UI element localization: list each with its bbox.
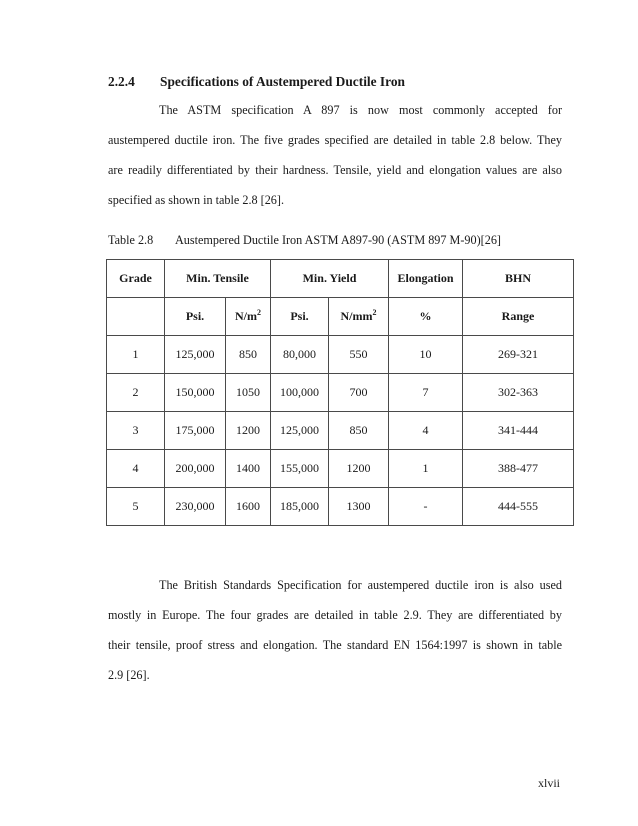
cell-elongation: 7 [389, 374, 463, 412]
cell-grade: 1 [107, 336, 165, 374]
header-min-tensile: Min. Tensile [165, 260, 271, 298]
cell-grade: 2 [107, 374, 165, 412]
cell-yield-nmm: 550 [329, 336, 389, 374]
paragraph-line: The British Standards Specification for austempered ductile iron is also used [159, 578, 562, 592]
table-header-row [107, 260, 574, 298]
cell-bhn: 341-444 [463, 412, 574, 450]
units-yield-nmm [329, 298, 389, 336]
cell-tensile-psi: 175,000 [165, 412, 226, 450]
cell-tensile-psi: 200,000 [165, 450, 226, 488]
cell-yield-nmm: 1300 [329, 488, 389, 526]
cell-tensile-psi: 230,000 [165, 488, 226, 526]
table-caption-number: Table 2.8 [108, 233, 154, 247]
section-number: 2.2.4 [108, 74, 135, 89]
units-yield-nmm-base: N/mm [340, 309, 373, 323]
cell-grade: 4 [107, 450, 165, 488]
paragraph-astm [108, 103, 562, 223]
cell-tensile-nm: 1400 [226, 450, 271, 488]
cell-yield-psi: 185,000 [271, 488, 329, 526]
cell-yield-nmm: 700 [329, 374, 389, 412]
cell-grade: 3 [107, 412, 165, 450]
cell-elongation: 4 [389, 412, 463, 450]
table-caption [108, 233, 501, 248]
cell-bhn: 388-477 [463, 450, 574, 488]
cell-elongation: 10 [389, 336, 463, 374]
header-min-yield: Min. Yield [271, 260, 389, 298]
specification-table [106, 259, 574, 526]
table-row [107, 374, 574, 412]
cell-tensile-nm: 1050 [226, 374, 271, 412]
units-yield-psi: Psi. [271, 298, 329, 336]
paragraph-line: The ASTM specification A 897 is now most commonly accepted for [159, 103, 562, 117]
table-row [107, 488, 574, 526]
units-tensile-nm [226, 298, 271, 336]
cell-yield-nmm: 1200 [329, 450, 389, 488]
cell-bhn: 269-321 [463, 336, 574, 374]
header-elongation: Elongation [389, 260, 463, 298]
units-tensile-psi: Psi. [165, 298, 226, 336]
paragraph-line: specified as shown in table 2.8 [26]. [108, 193, 284, 207]
cell-tensile-psi: 150,000 [165, 374, 226, 412]
cell-tensile-psi: 125,000 [165, 336, 226, 374]
units-tensile-nm-exp: 2 [257, 308, 261, 317]
paragraph-line: austempered ductile iron. The five grades specified are detailed in table 2.8 below. They [108, 133, 562, 147]
section-heading [108, 74, 405, 90]
paragraph-line: 2.9 [26]. [108, 668, 150, 682]
cell-yield-psi: 80,000 [271, 336, 329, 374]
units-tensile-nm-base: N/m [235, 309, 257, 323]
paragraph-line: their tensile, proof stress and elongation. The standard EN 1564:1997 is shown in table [108, 638, 562, 652]
cell-yield-psi: 100,000 [271, 374, 329, 412]
units-yield-nmm-exp: 2 [372, 308, 377, 317]
paragraph-british [108, 578, 562, 698]
cell-elongation: - [389, 488, 463, 526]
page-number: xlvii [538, 776, 561, 790]
cell-bhn: 302-363 [463, 374, 574, 412]
table-row [107, 450, 574, 488]
table-caption-title: Austempered Ductile Iron ASTM A897-90 (ASTM 897 M-90)[26] [175, 233, 501, 247]
cell-yield-psi: 155,000 [271, 450, 329, 488]
table-row [107, 336, 574, 374]
cell-tensile-nm: 1600 [226, 488, 271, 526]
cell-grade: 5 [107, 488, 165, 526]
cell-yield-nmm: 850 [329, 412, 389, 450]
paragraph-line: are readily differentiated by their hardness. Tensile, yield and elongation values are also [108, 163, 562, 177]
cell-yield-psi: 125,000 [271, 412, 329, 450]
units-elongation: % [389, 298, 463, 336]
header-bhn: BHN [463, 260, 574, 298]
table-row [107, 412, 574, 450]
cell-tensile-nm: 1200 [226, 412, 271, 450]
paragraph-line: mostly in Europe. The four grades are detailed in table 2.9. They are differentiated by [108, 608, 562, 622]
units-bhn: Range [463, 298, 574, 336]
cell-bhn: 444-555 [463, 488, 574, 526]
units-grade [107, 298, 165, 336]
section-title: Specifications of Austempered Ductile Iron [160, 74, 405, 89]
cell-tensile-nm: 850 [226, 336, 271, 374]
table-units-row [107, 298, 574, 336]
header-grade: Grade [107, 260, 165, 298]
cell-elongation: 1 [389, 450, 463, 488]
